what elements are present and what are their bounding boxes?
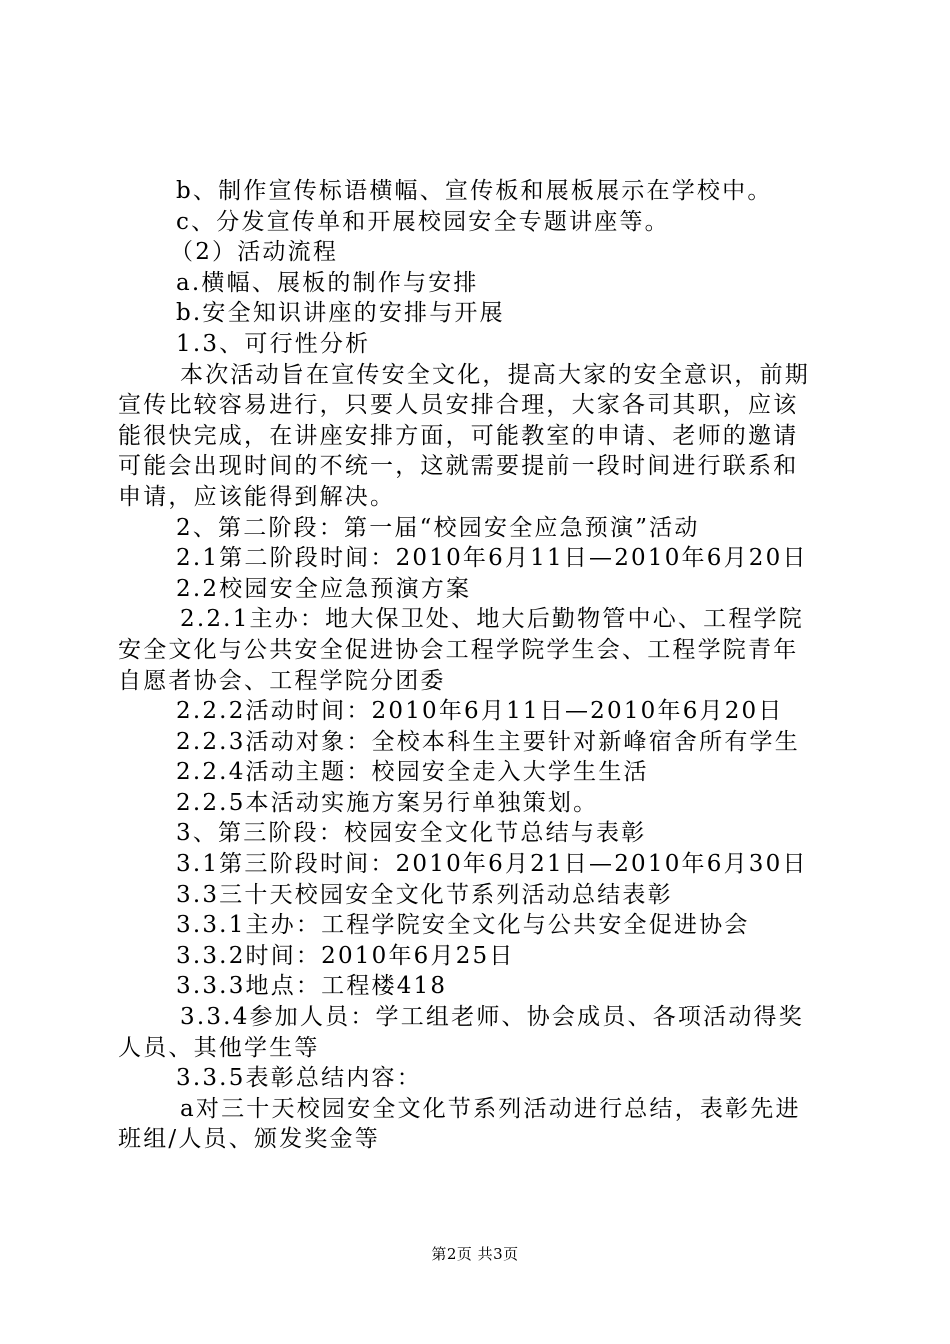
text-line: 人员、其他学生等 [118,1034,320,1061]
text-line: 2.2.2活动时间：2010年6月11日—2010年6月20日 [176,698,784,725]
text-line: 2.2.3活动对象：全校本科生主要针对新峰宿舍所有学生 [176,728,800,755]
text-line: 宣传比较容易进行，只要人员安排合理，大家各司其职，应该 [118,392,799,419]
text-line: a.横幅、展板的制作与安排 [176,269,479,296]
text-line: 2.1第二阶段时间：2010年6月11日—2010年6月20日 [176,545,808,572]
text-line: 3.3.5表彰总结内容： [176,1065,422,1092]
text-line: 班组/人员、颁发奖金等 [118,1126,380,1153]
text-line: 3、第三阶段：校园安全文化节总结与表彰 [176,820,647,847]
text-line: （2）活动流程 [170,239,339,266]
text-line: 3.3.1主办：工程学院安全文化与公共安全促进协会 [176,912,750,939]
text-line: 2.2.4活动主题：校园安全走入大学生生活 [176,759,649,786]
text-line: 能很快完成，在讲座安排方面，可能教室的申请、老师的邀请 [118,422,799,449]
text-line: a对三十天校园安全文化节系列活动进行总结，表彰先进 [180,1095,801,1122]
text-line: 3.3三十天校园安全文化节系列活动总结表彰 [176,881,673,908]
text-line: 可能会出现时间的不统一，这就需要提前一段时间进行联系和 [118,453,799,480]
text-line: 3.3.3地点：工程楼418 [176,973,448,1000]
text-line: 1.3、可行性分析 [176,330,371,357]
text-line: 安全文化与公共安全促进协会工程学院学生会、工程学院青年 [118,636,799,663]
text-line: 2.2.1主办：地大保卫处、地大后勤物管中心、工程学院 [180,606,804,633]
text-line: 本次活动旨在宣传安全文化，提高大家的安全意识，前期 [180,361,810,388]
text-line: 3.3.4参加人员：学工组老师、协会成员、各项活动得奖 [180,1004,804,1031]
text-line: b、制作宣传标语横幅、宣传板和展板展示在学校中。 [176,178,773,204]
text-line: 2、第二阶段：第一届“校园安全应急预演”活动 [176,514,700,541]
text-line: c、分发宣传单和开展校园安全专题讲座等。 [176,208,670,235]
text-line: 3.1第三阶段时间：2010年6月21日—2010年6月30日 [176,851,808,878]
text-line: 申请，应该能得到解决。 [118,483,396,510]
text-line: 3.3.2时间：2010年6月25日 [176,942,515,969]
text-line: 2.2.5本活动实施方案另行单独策划。 [176,789,599,816]
text-line: 2.2校园安全应急预演方案 [176,575,472,602]
text-line: b.安全知识讲座的安排与开展 [176,300,505,327]
page-footer: 第2页 共3页 [431,1245,519,1263]
text-line: 自愿者协会、工程学院分团委 [118,667,446,694]
body-text [118,176,832,1155]
